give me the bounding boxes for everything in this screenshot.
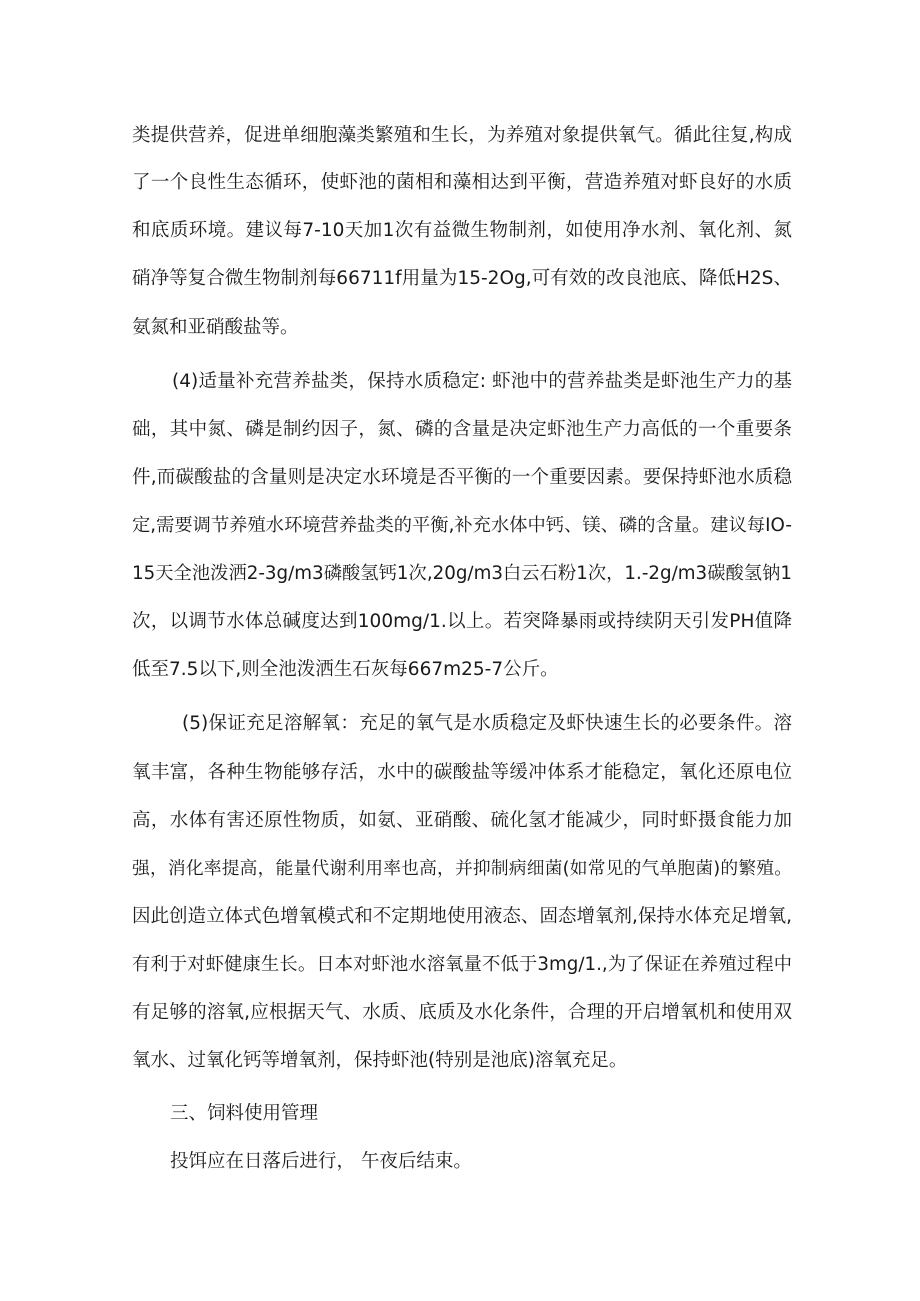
paragraph-line: 了一个良性生态循环，使虾池的菌相和藻相达到平衡，营造养殖对虾良好的水质 [132,172,792,193]
paragraph-line: 类提供营养，促进单细胞藻类繁殖和生长，为养殖对象提供氧气。循此往复,构成 [132,125,792,146]
paragraph-line: 强，消化率提高，能量代谢利用率也高，并抑制病细菌(如常见的气单胞菌)的繁殖。 [132,859,792,879]
paragraph-line: (4)适量补充营养盐类，保持水质稳定: 虾池中的营养盐类是虾池生产力的基 [172,371,792,392]
paragraph-line: 氧丰富，各种生物能够存活，水中的碳酸盐等缓冲体系才能稳定，氧化还原电位 [132,762,792,783]
paragraph-line: 有足够的溶氧,应根据天气、水质、底质及水化条件，合理的开启增氧机和使用双 [132,1002,792,1023]
paragraph-line: 硝净等复合微生物制剂每66711f用量为15-2Og,可有效的改良池底、降低H2S、 [132,268,792,289]
paragraph-line: 件,而碳酸盐的含量则是决定水环境是否平衡的一个重要因素。要保持虾池水质稳 [132,467,792,488]
paragraph-line: 次，以调节水体总碱度达到100mg∕1.以上。若突降暴雨或持续阴天引发PH值降 [132,611,792,632]
paragraph-line: 15天全池泼洒2-3g∕m3磷酸氢钙1次,20g∕m3白云石粉1次，1.-2g∕m3碳酸氢钠1 [132,563,792,584]
paragraph-line: 高，水体有害还原性物质，如氨、亚硝酸、硫化氢才能减少，同时虾摄食能力加 [132,810,792,831]
paragraph-line: 氧水、过氧化钙等增氧剂，保持虾池(特别是池底)溶氧充足。 [132,1050,628,1071]
section-heading: 三、饲料使用管理 [170,1103,319,1124]
paragraph-line: 础，其中氮、磷是制约因子，氮、磷的含量是决定虾池生产力高低的一个重要条 [132,419,792,440]
paragraph-line: 和底质环境。建议每7-10天加1次有益微生物制剂，如使用净水剂、氧化剂、氮 [132,220,792,241]
paragraph-line: 因此创造立体式色增氧模式和不定期地使用液态、固态增氧剂,保持水体充足增氧, [132,906,792,927]
paragraph-line: 投饵应在日落后进行， 午夜后结束。 [170,1151,472,1172]
paragraph-line: 氨氮和亚硝酸盐等。 [132,317,299,338]
paragraph-line: (5)保证充足溶解氧：充足的氧气是水质稳定及虾快速生长的必要条件。溶 [182,713,792,734]
paragraph-line: 有利于对虾健康生长。日本对虾池水溶氧量不低于3mg∕1.,为了保证在养殖过程中 [132,954,792,975]
paragraph-line: 低至7.5以下,则全池泼洒生石灰每667m25-7公斤。 [132,659,559,680]
paragraph-line: 定,需要调节养殖水环境营养盐类的平衡,补充水体中钙、镁、磷的含量。建议每IO- [132,515,792,536]
